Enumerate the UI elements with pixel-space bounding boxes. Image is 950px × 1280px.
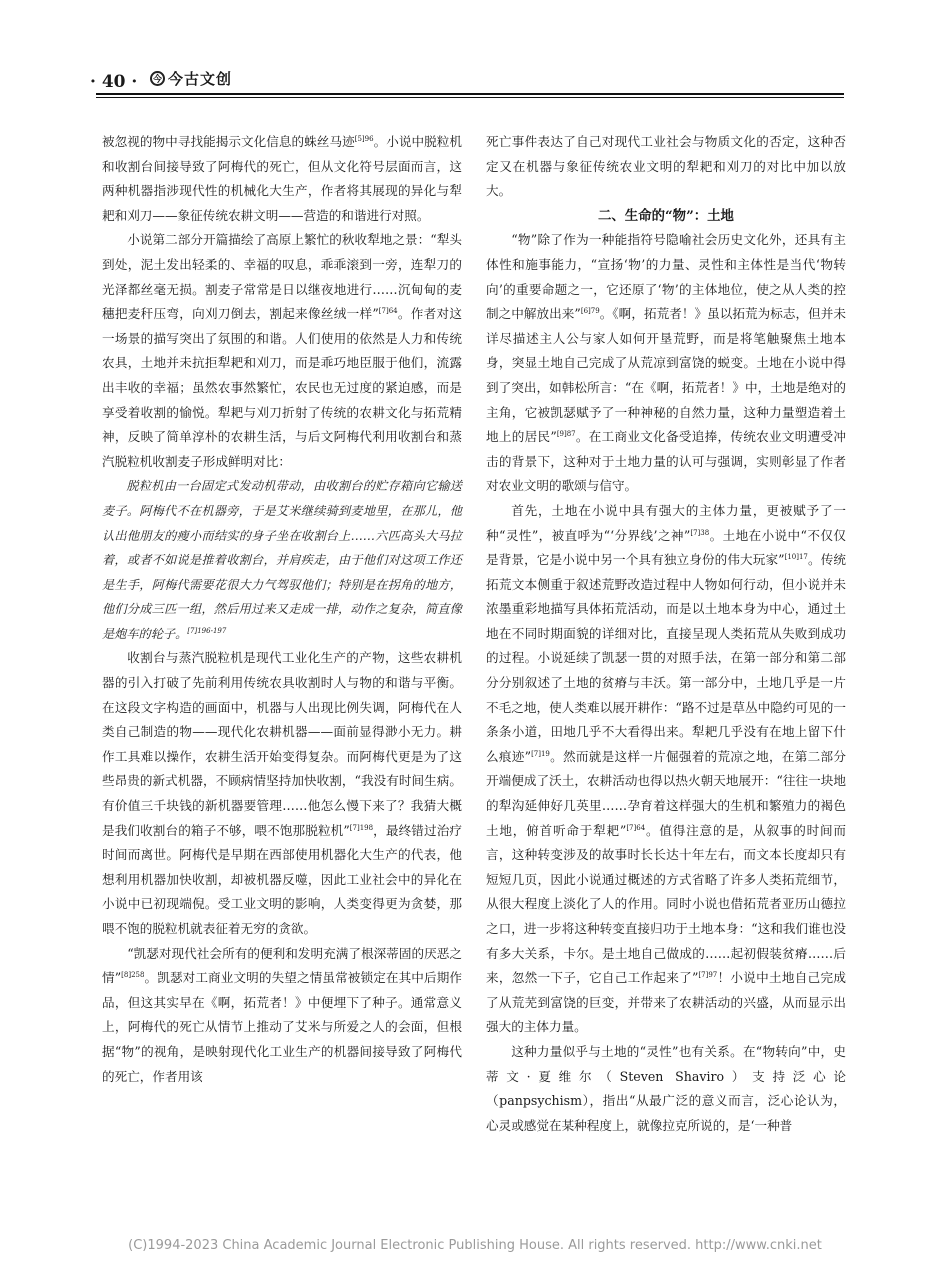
journal-logo (150, 68, 232, 89)
paragraph: “凯瑟对现代社会所有的便利和发明充满了根深蒂固的厌恶之情”$^{[8]258}$。凯瑟对工商业文明的失望之情虽常被锁定在其中后期作品，但这其实早在《啊，拓荒者！》中便埋下了种子。通常意义上，阿梅代的死亡从情节上推动了艾米与所爱之人的会面，但根据“物”的视角，是映射现代化工业生产的机器间接导致了阿梅代的死亡，作者用该 (102, 945, 463, 1084)
paragraph: 这种力量似乎与土地的“灵性”也有关系。在“物转向”中，史蒂文·夏维尔（Steven Shaviro）支持泛心论（panpsychism），指出“从最广泛的意义而言，泛心论认为，心灵或感觉在某种程度上，就像拉克所说的，是‘一种普 (486, 1043, 846, 1133)
paragraph: 收割台与蒸汽脱粒机是现代工业化生产的产物，这些农耕机器的引入打破了先前利用传统农具收割时人与物的和谐与平衡。在这段文字构造的画面中，机器与人出现比例失调，阿梅代在人类自己制造的物——现代化农耕机器——面前显得渺小无力。耕作工具难以操作，农耕生活开始变得复杂。而阿梅代更是为了这些昂贵的新式机器，不顾病情坚持加快收割，“我没有时间生病。有价值三千块钱的新机器要管理……他怎么慢下来了？我猜大概是我们收割台的箱子不够，喂不饱那脱粒机”$^{[7]198}$，最终错过治疗时间而离世。阿梅代是早期在西部使用机器化大生产的代表，他想利用机器加快收割，却被机器反噬，因此工业社会中的异化在小说中已初现端倪。受工业文明的影响，人类变得更为贪婪，那喂不饱的脱粒机就表征着无穷的贪欲。 (102, 650, 462, 936)
citation: [7]97 (698, 971, 718, 979)
copyright-footer: (C)1994-2023 China Academic Journal Electronic Publishing House. All rights reserved. http://www.cnki.net (128, 1238, 822, 1253)
journal-logo-icon: 今 (150, 71, 165, 86)
citation: [7]196-197 (187, 626, 227, 635)
left-column (102, 130, 462, 1089)
citation: [7]19 (531, 749, 550, 758)
citation: [7]198 (349, 823, 374, 832)
citation: [7]64 (626, 823, 646, 832)
block-quote: 脱粒机由一台固定式发动机带动，由收割台的贮存箱向它输送麦子。阿梅代不在机器旁，于是艾米继续骑到麦地里，在那儿，他认出他朋友的瘦小而结实的身子坐在收割台上……六匹高头大马拉着，或者不如说是推着收割台，并肩疾走，由于他们对这项工作还是生手，阿梅代需要花很大力气驾驭他们；特别是在拐角的地方，他们分成三匹一组，然后用过来又走成一排，动作之复杂，简直像是炮车的轮子。$^{[7]196-197}$ (102, 479, 462, 641)
page-header (90, 66, 850, 96)
journal-name: 今古文创 (168, 70, 233, 88)
citation: [6]79 (580, 306, 600, 315)
citation: [7]38 (690, 528, 710, 537)
citation: [5]96 (354, 134, 374, 143)
paragraph: 死亡事件表达了自己对现代工业社会与物质文化的否定，这种否定又在机器与象征传统农业文明的犁耙和刈刀的对比中加以放大。 (486, 134, 846, 199)
citation: [8]258 (121, 971, 145, 979)
section-heading: 二、生命的“物”：土地 (598, 207, 734, 224)
right-column (486, 130, 846, 1138)
citation: [9]87 (556, 429, 576, 438)
paragraph: 被忽视的物中寻找能揭示文化信息的蛛丝马迹$^{[5]96}$。小说中脱粒机和收割台间接导致了阿梅代的死亡，但从文化符号层面而言，这两种机器指涉现代性的机械化大生产，作者将其展现的异化与犁耙和刈刀——象征传统农耕文明——营造的和谐进行对照。 (102, 134, 463, 223)
header-rule-thin (96, 97, 844, 98)
paragraph: 小说第二部分开篇描绘了高原上繁忙的秋收犁地之景：“犁头到处，泥土发出轻柔的、幸福的叹息，乖乖滚到一旁，连犁刀的光泽都丝毫无损。割麦子常常是日以继夜地进行……沉甸甸的麦穗把麦秆压弯，向刈刀倒去，割起来像丝绒一样”$^{[7]64}$。作者对这一场景的描写突出了氛围的和谐。人们使用的依然是人力和传统农具，土地并未抗拒犁耙和刈刀，而是乖巧地臣服于他们，流露出丰收的幸福；虽然农事然繁忙，农民也无过度的紧迫感，而是享受着收割的愉悦。犁耙与刈刀折射了传统的农耕文化与拓荒精神，反映了简单淳朴的农耕生活，与后文阿梅代利用收割台和蒸汽脱粒机收割麦子形成鲜明对比： (102, 232, 462, 469)
header-rule-thick (96, 93, 844, 95)
paragraph: “物”除了作为一种能指符号隐喻社会历史文化外，还具有主体性和施事能力，“宣扬‘物’的力量、灵性和主体性是当代‘物转向’的重要命题之一，它还原了‘物’的主体地位，使之从人类的控制之中解放出来”$^{[6]79}$。《啊，拓荒者！》虽以拓荒为标志，但并未详尽描述主人公与家人如何开垦荒野，而是将笔触聚焦土地本身，突显土地自己完成了从荒凉到富饶的蜕变。土地在小说中得到了突出，如韩松所言：“在《啊，拓荒者！》中，土地是绝对的主角，它被凯瑟赋予了一种神秘的自然力量，这种力量塑造着土地上的居民”$^{[9]87}$。在工商业文化备受追捧，传统农业文明遭受冲击的背景下，这种对于土地力量的认可与强调，实则彰显了作者对农业文明的歌颂与信守。 (486, 232, 846, 494)
paragraph: 首先，土地在小说中具有强大的主体力量，更被赋予了一种“灵性”，被直呼为“‘分界线’之神”$^{[7]38}$。土地在小说中“不仅仅是背景，它是小说中另一个具有独立身份的伟大玩家”$^{[10]17}$。传统拓荒文本侧重于叙述荒野改造过程中人物如何行动，但小说并未浓墨重彩地描写具体拓荒活动，而是以土地本身为中心，通过土地在不同时期面貌的详细对比，直接呈现人类拓荒从失败到成功的过程。小说延续了凯瑟一贯的对照手法，在第一部分和第二部分分别叙述了土地的贫瘠与丰沃。第一部分中，土地几乎是一片不毛之地，使人类难以展开耕作：“路不过是草丛中隐约可见的一条条小道，田地几乎不大看得出来。犁耙几乎没有在地上留下什么痕迹”$^{[7]19}$。然而就是这样一片倔强着的荒凉之地，在第二部分开端便成了沃土，农耕活动也得以热火朝天地展开：“往往一块地的犁沟延伸好几英里……孕育着这样强大的生机和繁殖力的褐色土地，俯首听命于犁耙”$^{[7]64}$。值得注意的是，从叙事的时间而言，这种转变涉及的故事时长长达十年左右，而文本长度却只有短短几页，因此小说通过概述的方式省略了许多人类拓荒细节，从很大程度上淡化了人的作用。同时小说也借拓荒者亚历山德拉之口，进一步将这种转变直接归功于土地本身：“这和我们谁也没有多大关系，卡尔。是土地自己做成的……起初假装贫瘠……后来，忽然一下子，它自己工作起来了”$^{[7]97}$！小说中土地自己完成了从荒芜到富饶的巨变，并带来了农耕活动的兴盛，从而显示出强大的主体力量。 (486, 502, 846, 1035)
citation: [10]17 (784, 552, 808, 561)
page-number: · 40 · (90, 72, 138, 92)
citation: [7]64 (378, 306, 398, 315)
